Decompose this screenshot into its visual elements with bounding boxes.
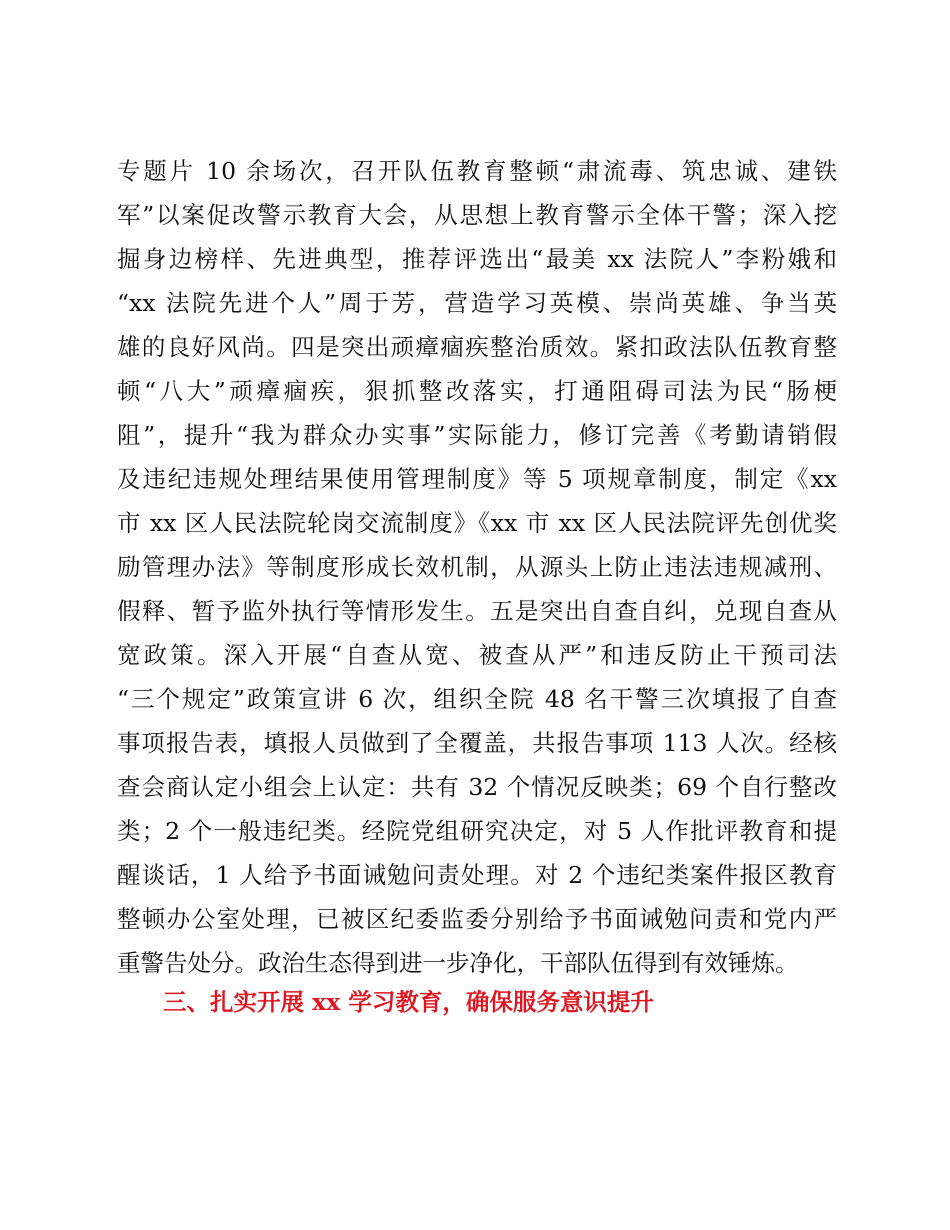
paragraph-line: 宽政策。深入开展“自查从宽、被查从严”和违反防止干预司法 (117, 641, 837, 669)
paragraph-line: 类；2 个一般违纪类。经院党组研究决定，对 5 人作批评教育和提 (117, 817, 837, 845)
paragraph-line: 事项报告表，填报人员做到了全覆盖，共报告事项 113 人次。经核 (117, 729, 837, 757)
paragraph-line: 顿“八大”顽瘴痼疾，狠抓整改落实，打通阻碍司法为民“肠梗 (117, 377, 837, 405)
paragraph-line: 醒谈话，1 人给予书面诫勉问责处理。对 2 个违纪类案件报区教育 (117, 861, 837, 889)
paragraph-line: 及违纪违规处理结果使用管理制度》等 5 项规章制度，制定《xx (117, 465, 837, 493)
paragraph-line: 专题片 10 余场次，召开队伍教育整顿“肃流毒、筑忠诚、建铁 (117, 157, 837, 185)
paragraph-line: 雄的良好风尚。四是突出顽瘴痼疾整治质效。紧扣政法队伍教育整 (117, 333, 837, 361)
paragraph-line: 军”以案促改警示教育大会，从思想上教育警示全体干警；深入挖 (117, 201, 837, 229)
paragraph-line: 重警告处分。政治生态得到进一步净化，干部队伍得到有效锤炼。 (117, 949, 799, 977)
paragraph-line: 掘身边榜样、先进典型，推荐评选出“最美 xx 法院人”李粉娥和 (117, 245, 837, 273)
paragraph-line: “xx 法院先进个人”周于芳，营造学习英模、崇尚英雄、争当英 (117, 289, 837, 317)
paragraph-line: 查会商认定小组会上认定：共有 32 个情况反映类；69 个自行整改 (117, 773, 837, 801)
paragraph-line: 假释、暂予监外执行等情形发生。五是突出自查自纠，兑现自查从 (117, 597, 837, 625)
body-paragraph (117, 149, 837, 985)
paragraph-line: “三个规定”政策宣讲 6 次，组织全院 48 名干警三次填报了自查 (117, 685, 837, 713)
paragraph-line: 整顿办公室处理，已被区纪委监委分别给予书面诫勉问责和党内严 (117, 905, 837, 933)
paragraph-line: 市 xx 区人民法院轮岗交流制度》《xx 市 xx 区人民法院评先创优奖 (117, 509, 837, 537)
section-heading: 三、扎实开展 xx 学习教育，确保服务意识提升 (163, 988, 654, 1016)
paragraph-line: 阻”，提升“我为群众办实事”实际能力，修订完善《考勤请销假 (117, 421, 837, 449)
paragraph-line: 励管理办法》等制度形成长效机制，从源头上防止违法违规减刑、 (117, 553, 837, 581)
